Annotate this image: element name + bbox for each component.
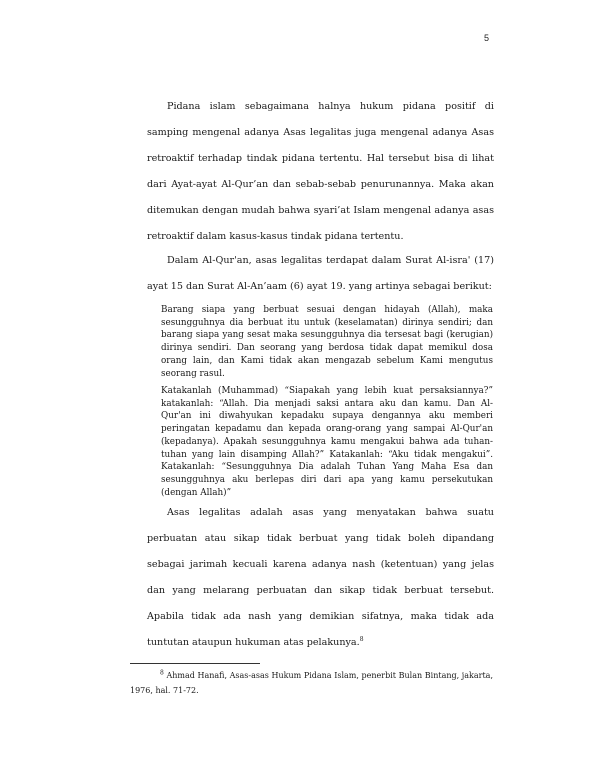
footnote-reference[interactable]: 8 bbox=[359, 636, 364, 644]
footnote bbox=[130, 668, 493, 698]
quote-al-anaam: Katakanlah (Muhammad) “Siapakah yang lebih kuat persaksiannya?” katakanlah: “Allah. Dia menjadi saksi antara aku dan kamu. Dan Al-Qur'an ini diwahyukan kepadaku supaya dengannya aku memberi peringatan kepadamu dan kepada orang-orang yang sampai Al-Qur'an (kepadanya). Apakah sesungguhnya kamu mengakui bahwa ada tuhan-tuhan yang lain disamping Allah?” Katakanlah: “Aku tidak mengakui”. Katakanlah: “Sesungguhnya Dia adalah Tuhan Yang Maha Esa dan sesungguhnya aku berlepas diri dari apa yang kamu persekutukan (dengan Allah)” bbox=[161, 386, 493, 498]
paragraph-legality-verses: Dalam Al-Qur'an, asas legalitas terdapat dalam Surat Al-isra' (17) ayat 15 dan Surat Al-An’aam (6) ayat 19. yang artinya sebagai berikut: bbox=[147, 255, 494, 293]
paragraph-legality-definition bbox=[147, 500, 494, 657]
quote-al-isra: Barang siapa yang berbuat sesuai dengan hidayah (Allah), maka sesungguhnya dia berbuat itu untuk (keselamatan) dirinya sendiri; dan barang siapa yang sesat maka sesungguhnya dia tersesat bagi (kerugian) dirinya sendiri. Dan seorang yang berdosa tidak dapat memikul dosa orang lain, dan Kami tidak akan mengazab sebelum Kami mengutus seorang rasul. bbox=[161, 305, 493, 379]
footnote-text: Ahmad Hanafi, Asas-asas Hukum Pidana Islam, penerbit Bulan Bintang, jakarta, 1976, hal. 71-72. bbox=[130, 671, 493, 695]
page-number: 5 bbox=[484, 33, 490, 43]
footnote-divider bbox=[130, 663, 260, 664]
footnote-number: 8 bbox=[160, 669, 164, 677]
paragraph-intro: Pidana islam sebagaimana halnya hukum pidana positif di samping mengenal adanya Asas legalitas juga mengenal adanya Asas retroaktif terhadap tindak pidana tertentu. Hal tersebut bisa di lihat dari Ayat-ayat Al-Qur’an dan sebab-sebab penurunannya. Maka akan ditemukan dengan mudah bahwa syari’at Islam mengenal adanya asas retroaktif dalam kasus-kasus tindak pidana tertentu. bbox=[147, 101, 494, 243]
paragraph-legality-definition-text: Asas legalitas adalah asas yang menyatakan bahwa suatu perbuatan atau sikap tidak berbuat yang tidak boleh dipandang sebagai jarimah kecuali karena adanya nash (ketentuan) yang jelas dan yang melarang perbuatan dan sikap tidak berbuat tersebut. Apabila tidak ada nash yang demikian sifatnya, maka tidak ada tuntutan ataupun hukuman atas pelakunya. bbox=[147, 507, 494, 649]
